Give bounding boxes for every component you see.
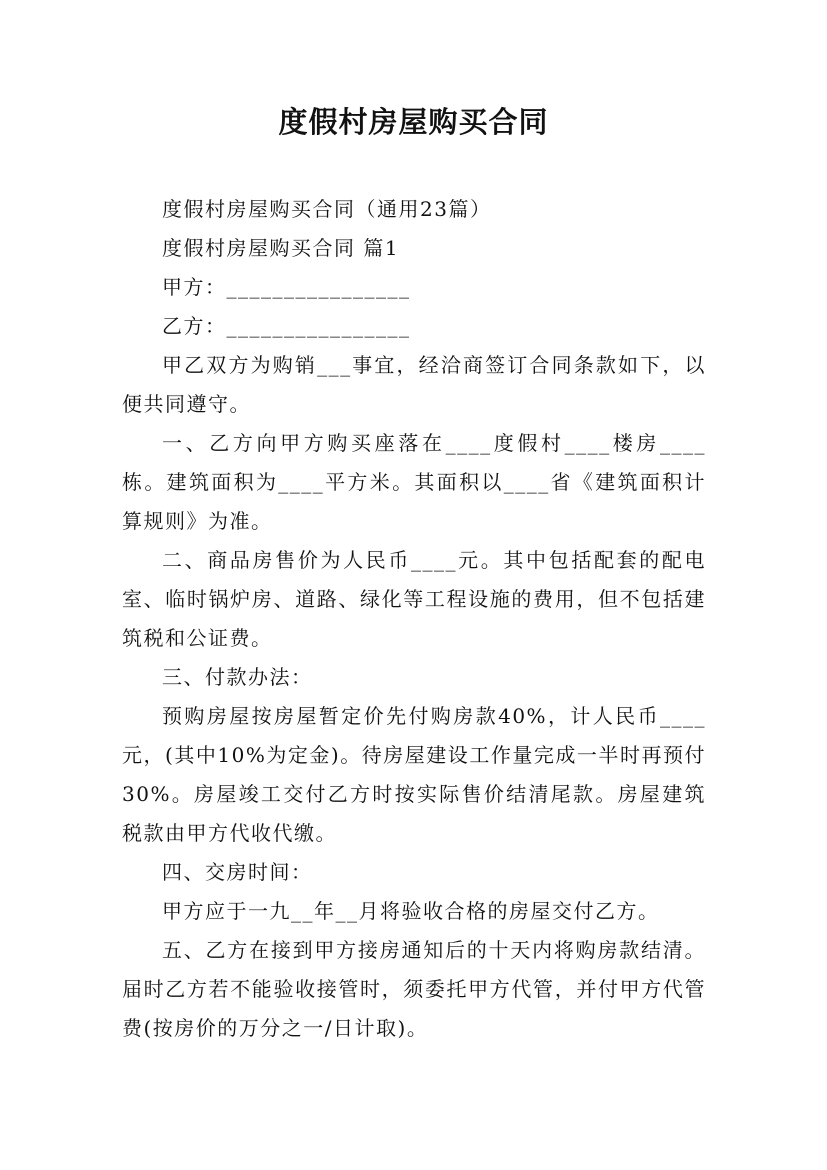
paragraph-clause-4-body: 甲方应于一九__年__月将验收合格的房屋交付乙方。 (162, 899, 660, 923)
paragraph-clause-3-heading: 三、付款办法： (162, 665, 313, 689)
paragraph-clause-3-body: 预购房屋按房屋暂定价先付购房款40%，计人民币____元，(其中10%为定金)。待房屋建设工作量完成一半时再预付30%。房屋竣工交付乙方时按实际售价结清尾款。房屋建筑税款由甲方代收代缴。 (122, 704, 706, 845)
paragraph-clause-1: 一、乙方向甲方购买座落在____度假村____楼房____栋。建筑面积为____平方米。其面积以____省《建筑面积计算规则》为准。 (122, 431, 706, 533)
paragraph-clause-4-heading: 四、交房时间： (162, 860, 313, 884)
paragraph-party-a: 甲方：________________ (162, 275, 411, 299)
paragraph-clause-2: 二、商品房售价为人民币____元。其中包括配套的配电室、临时锅炉房、道路、绿化等工程设施的费用，但不包括建筑税和公证费。 (122, 548, 706, 650)
document-title: 度假村房屋购买合同 (278, 105, 549, 139)
paragraph-article-heading: 度假村房屋购买合同 篇1 (162, 236, 400, 260)
paragraph-preamble: 甲乙双方为购销___事宜，经洽商签订合同条款如下，以便共同遵守。 (122, 353, 706, 416)
document-body (122, 190, 706, 1048)
paragraph-clause-5: 五、乙方在接到甲方接房通知后的十天内将购房款结清。届时乙方若不能验收接管时，须委托甲方代管，并付甲方代管费(按房价的万分之一/日计取)。 (122, 938, 706, 1040)
paragraph-party-b: 乙方：________________ (162, 314, 411, 338)
paragraph-collection-title: 度假村房屋购买合同（通用23篇） (162, 197, 492, 221)
